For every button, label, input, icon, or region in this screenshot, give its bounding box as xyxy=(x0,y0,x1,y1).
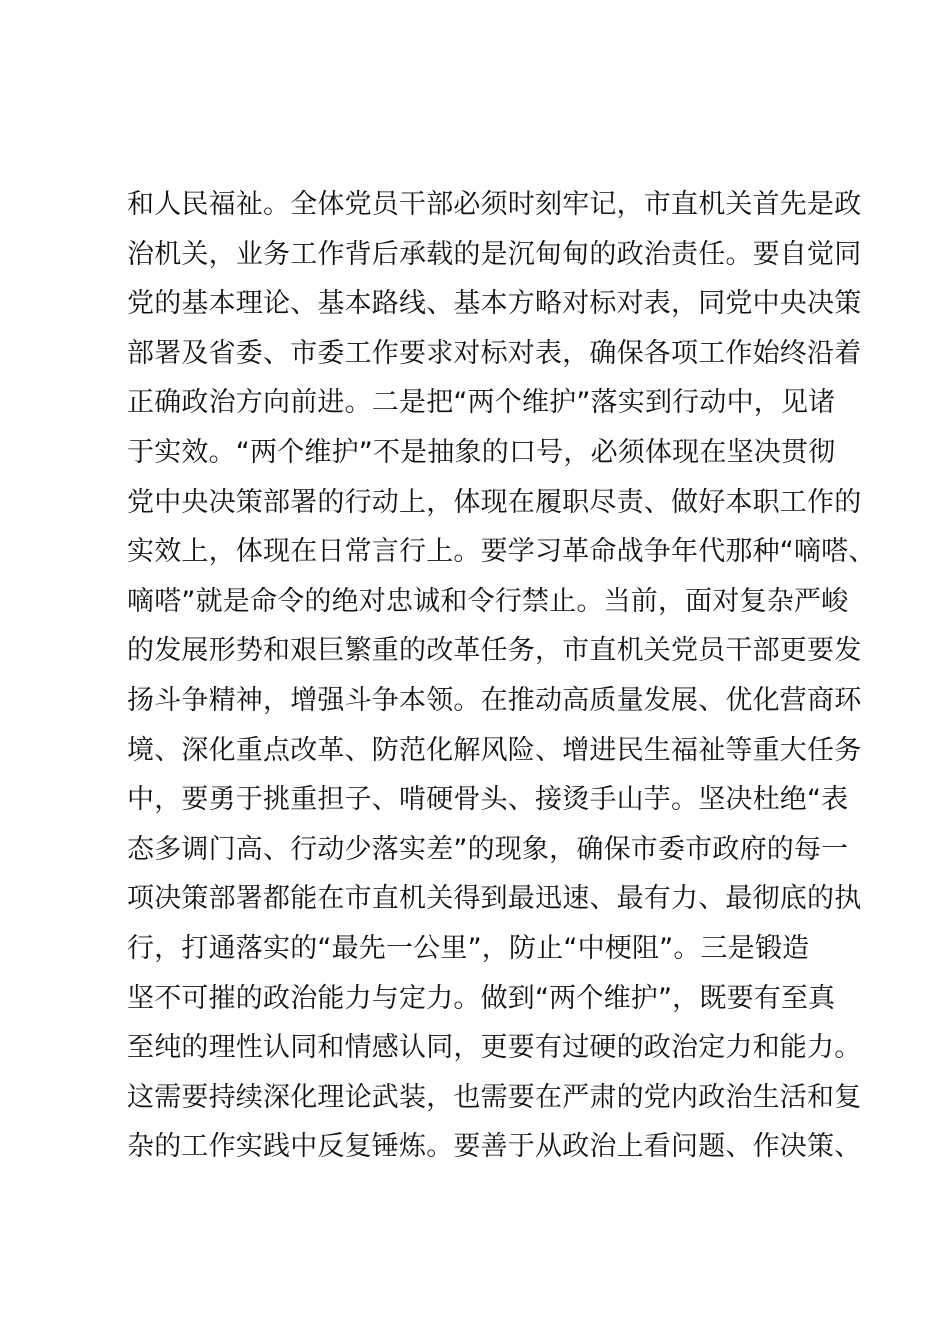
text-line: 于实效。“两个维护”不是抽象的口号，必须体现在坚决贯彻 xyxy=(127,436,836,468)
text-line: 坚不可摧的政治能力与定力。做到“两个维护”，既要有至真 xyxy=(127,982,836,1014)
text-line: 态多调门高、行动少落实差”的现象，确保市委市政府的每一 xyxy=(127,833,849,865)
text-line: 党的基本理论、基本路线、基本方略对标对表，同党中央决策 xyxy=(127,288,862,320)
text-line: 项决策部署都能在市直机关得到最迅速、最有力、最彻底的执 xyxy=(127,883,862,915)
text-line: 境、深化重点改革、防范化解风险、增进民生福祉等重大任务 xyxy=(127,734,862,766)
text-line: 正确政治方向前进。二是把“两个维护”落实到行动中，见诸 xyxy=(127,387,836,419)
body-text xyxy=(127,180,927,1172)
text-line: 扬斗争精神，增强斗争本领。在推动高质量发展、优化营商环 xyxy=(127,684,862,716)
text-line: 实效上，体现在日常言行上。要学习革命战争年代那种“嘀嗒、 xyxy=(127,536,876,568)
text-line: 和人民福祉。全体党员干部必须时刻牢记，市直机关首先是政 xyxy=(127,189,862,220)
text-line: 党中央决策部署的行动上，体现在履职尽责、做好本职工作的 xyxy=(127,486,862,518)
text-line: 部署及省委、市委工作要求对标对表，确保各项工作始终沿着 xyxy=(127,337,862,369)
text-line: 杂的工作实践中反复锤炼。要善于从政治上看问题、作决策、 xyxy=(127,1131,862,1163)
text-line: 中，要勇于挑重担子、啃硬骨头、接烫手山芋。坚决杜绝“表 xyxy=(127,784,849,816)
text-line: 治机关，业务工作背后承载的是沉甸甸的政治责任。要自觉同 xyxy=(127,238,862,270)
text-line: 至纯的理性认同和情感认同，更要有过硬的政治定力和能力。 xyxy=(127,1032,862,1064)
text-line: 的发展形势和艰巨繁重的改革任务，市直机关党员干部更要发 xyxy=(127,635,862,667)
text-line: 这需要持续深化理论武装，也需要在严肃的党内政治生活和复 xyxy=(127,1081,862,1113)
text-line: 行，打通落实的“最先一公里”，防止“中梗阻”。三是锻造 xyxy=(127,932,810,964)
text-line: 嘀嗒”就是命令的绝对忠诚和令行禁止。当前，面对复杂严峻 xyxy=(127,585,849,617)
